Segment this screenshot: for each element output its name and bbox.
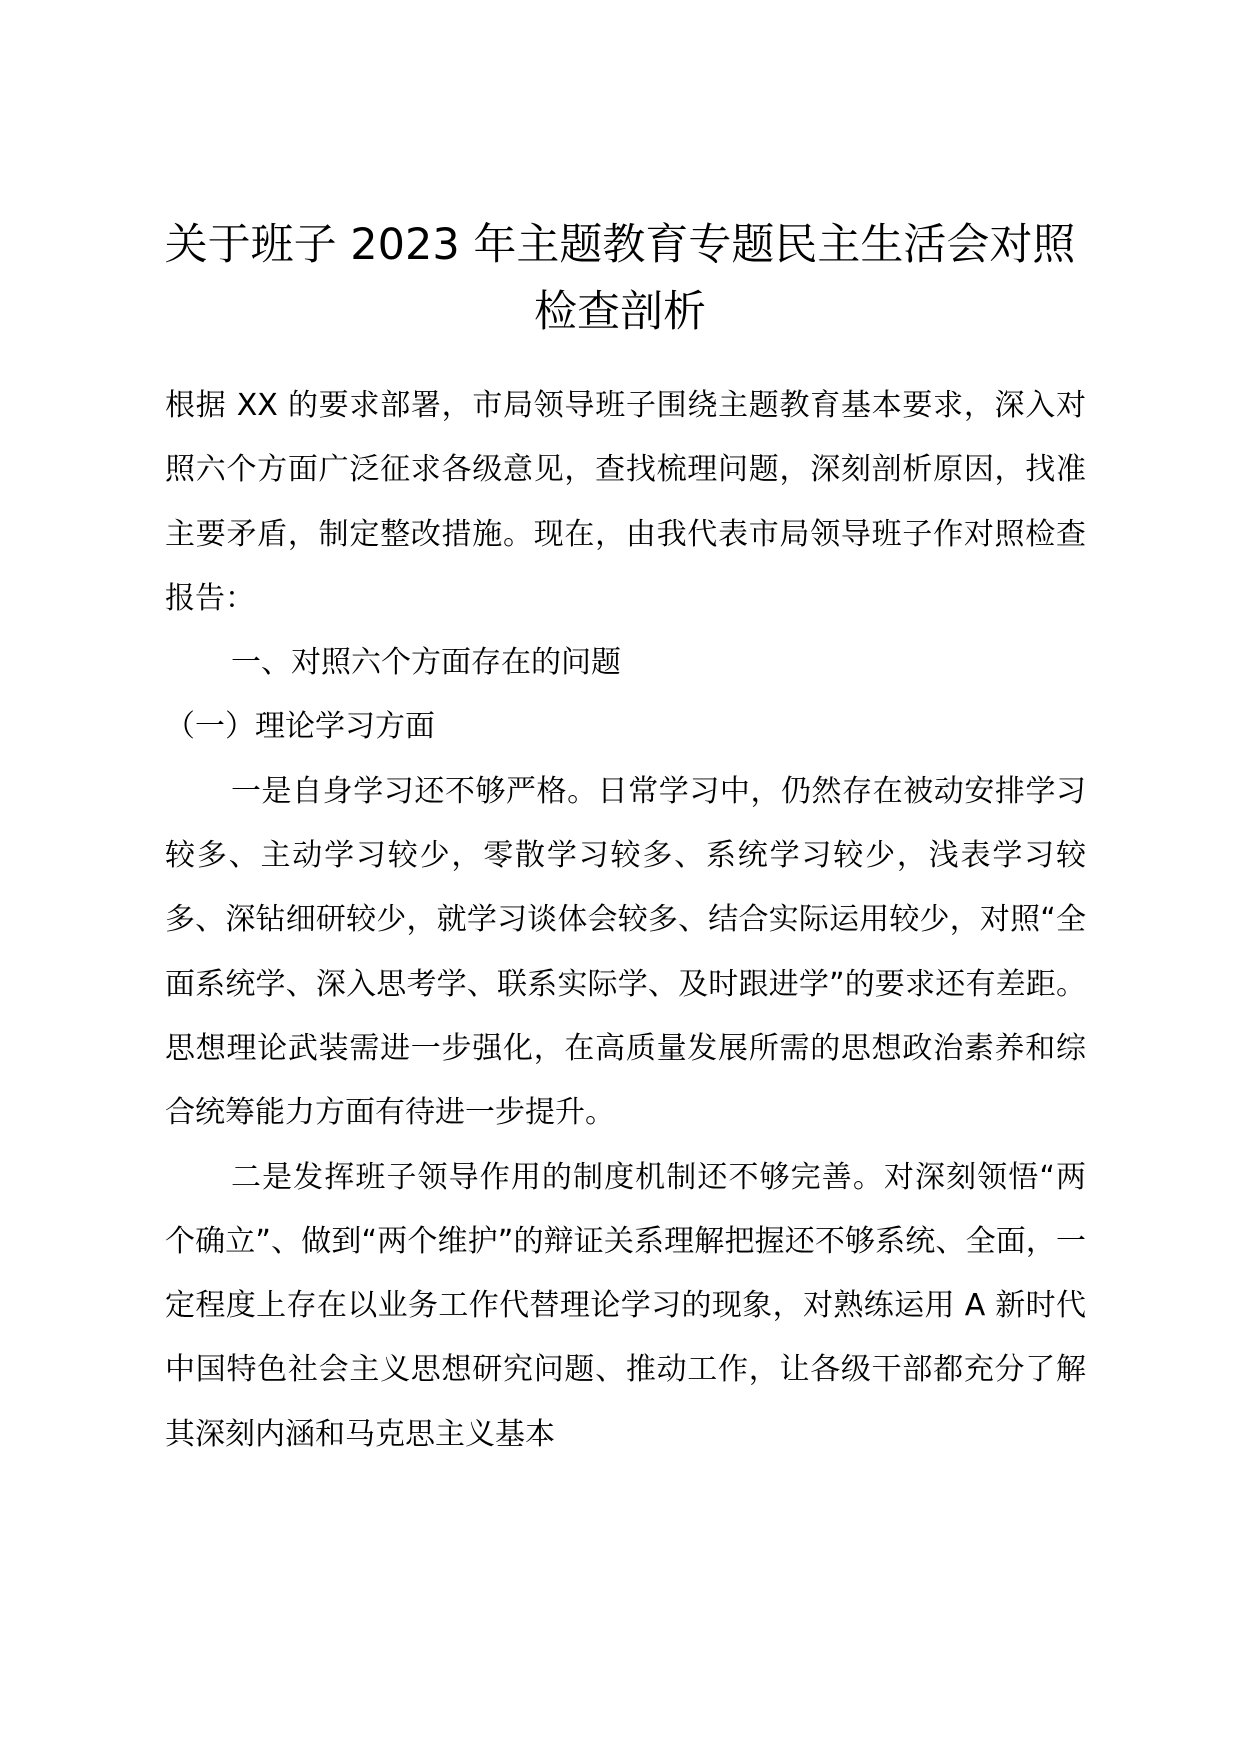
document-body (165, 374, 1086, 1467)
body-paragraph: 二是发挥班子领导作用的制度机制还不够完善。对深刻领悟“两个确立”、做到“两个维护”的辩证关系理解把握还不够系统、全面，一定程度上存在以业务工作代替理论学习的现象，对熟练运用 A 新时代中国特色社会主义思想研究问题、推动工作，让各级干部都充分了解其深刻内涵和马克思主义基本 (165, 1159, 1086, 1452)
body-paragraph: 一是自身学习还不够严格。日常学习中，仍然存在被动安排学习较多、主动学习较少，零散学习较多、系统学习较少，浅表学习较多、深钻细研较少，就学习谈体会较多、结合实际运用较少，对照“全面系统学、深入思考学、联系实际学、及时跟进学”的要求还有差距。思想理论武装需进一步强化，在高质量发展所需的思想政治素养和综合统筹能力方面有待进一步提升。 (165, 773, 1086, 1131)
subsection-heading: （一）理论学习方面 (165, 709, 435, 745)
section-heading: 一、对照六个方面存在的问题 (231, 645, 621, 681)
intro-paragraph: 根据 XX 的要求部署，市局领导班子围绕主题教育基本要求，深入对照六个方面广泛征求各级意见，查找梳理问题，深刻剖析原因，找准主要矛盾，制定整改措施。现在，由我代表市局领导班子作对照检查报告： (165, 388, 1086, 616)
document-title: 关于班子 2023 年主题教育专题民主生活会对照检查剖析 (164, 220, 1076, 337)
